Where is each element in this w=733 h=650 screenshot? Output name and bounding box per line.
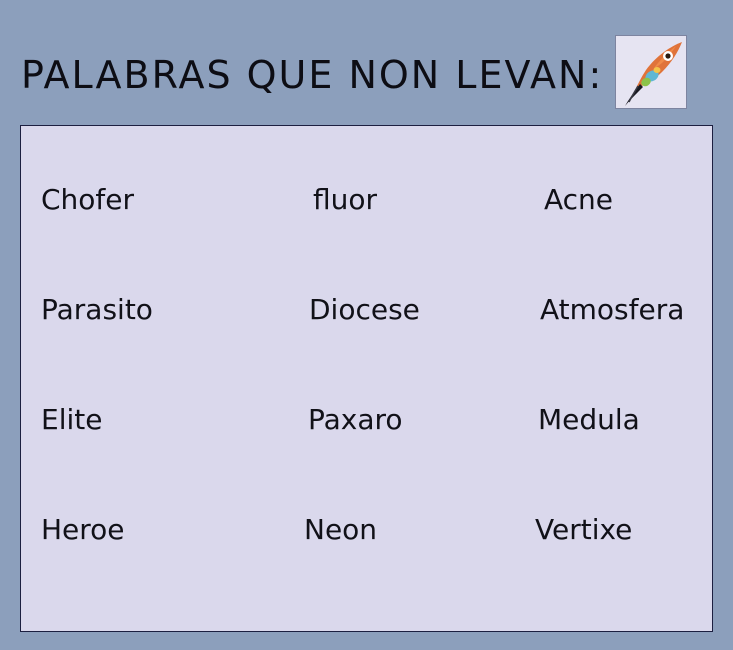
word-elite: Elite	[41, 403, 103, 436]
word-diocese: Diocese	[309, 293, 420, 326]
word-paxaro: Paxaro	[308, 403, 403, 436]
word-heroe: Heroe	[41, 513, 125, 546]
word-medula: Medula	[538, 403, 640, 436]
word-atmosfera: Atmosfera	[540, 293, 685, 326]
page-title: PALABRAS QUE NON LEVAN:	[21, 53, 604, 97]
word-list-panel	[20, 125, 713, 632]
word-acne: Acne	[544, 183, 614, 216]
word-chofer: Chofer	[41, 183, 135, 216]
word-vertixe: Vertixe	[535, 513, 633, 546]
feather-pen-icon	[615, 35, 687, 109]
word-parasito: Parasito	[41, 293, 153, 326]
word-fluor: fluor	[313, 183, 378, 216]
word-neon: Neon	[304, 513, 378, 546]
